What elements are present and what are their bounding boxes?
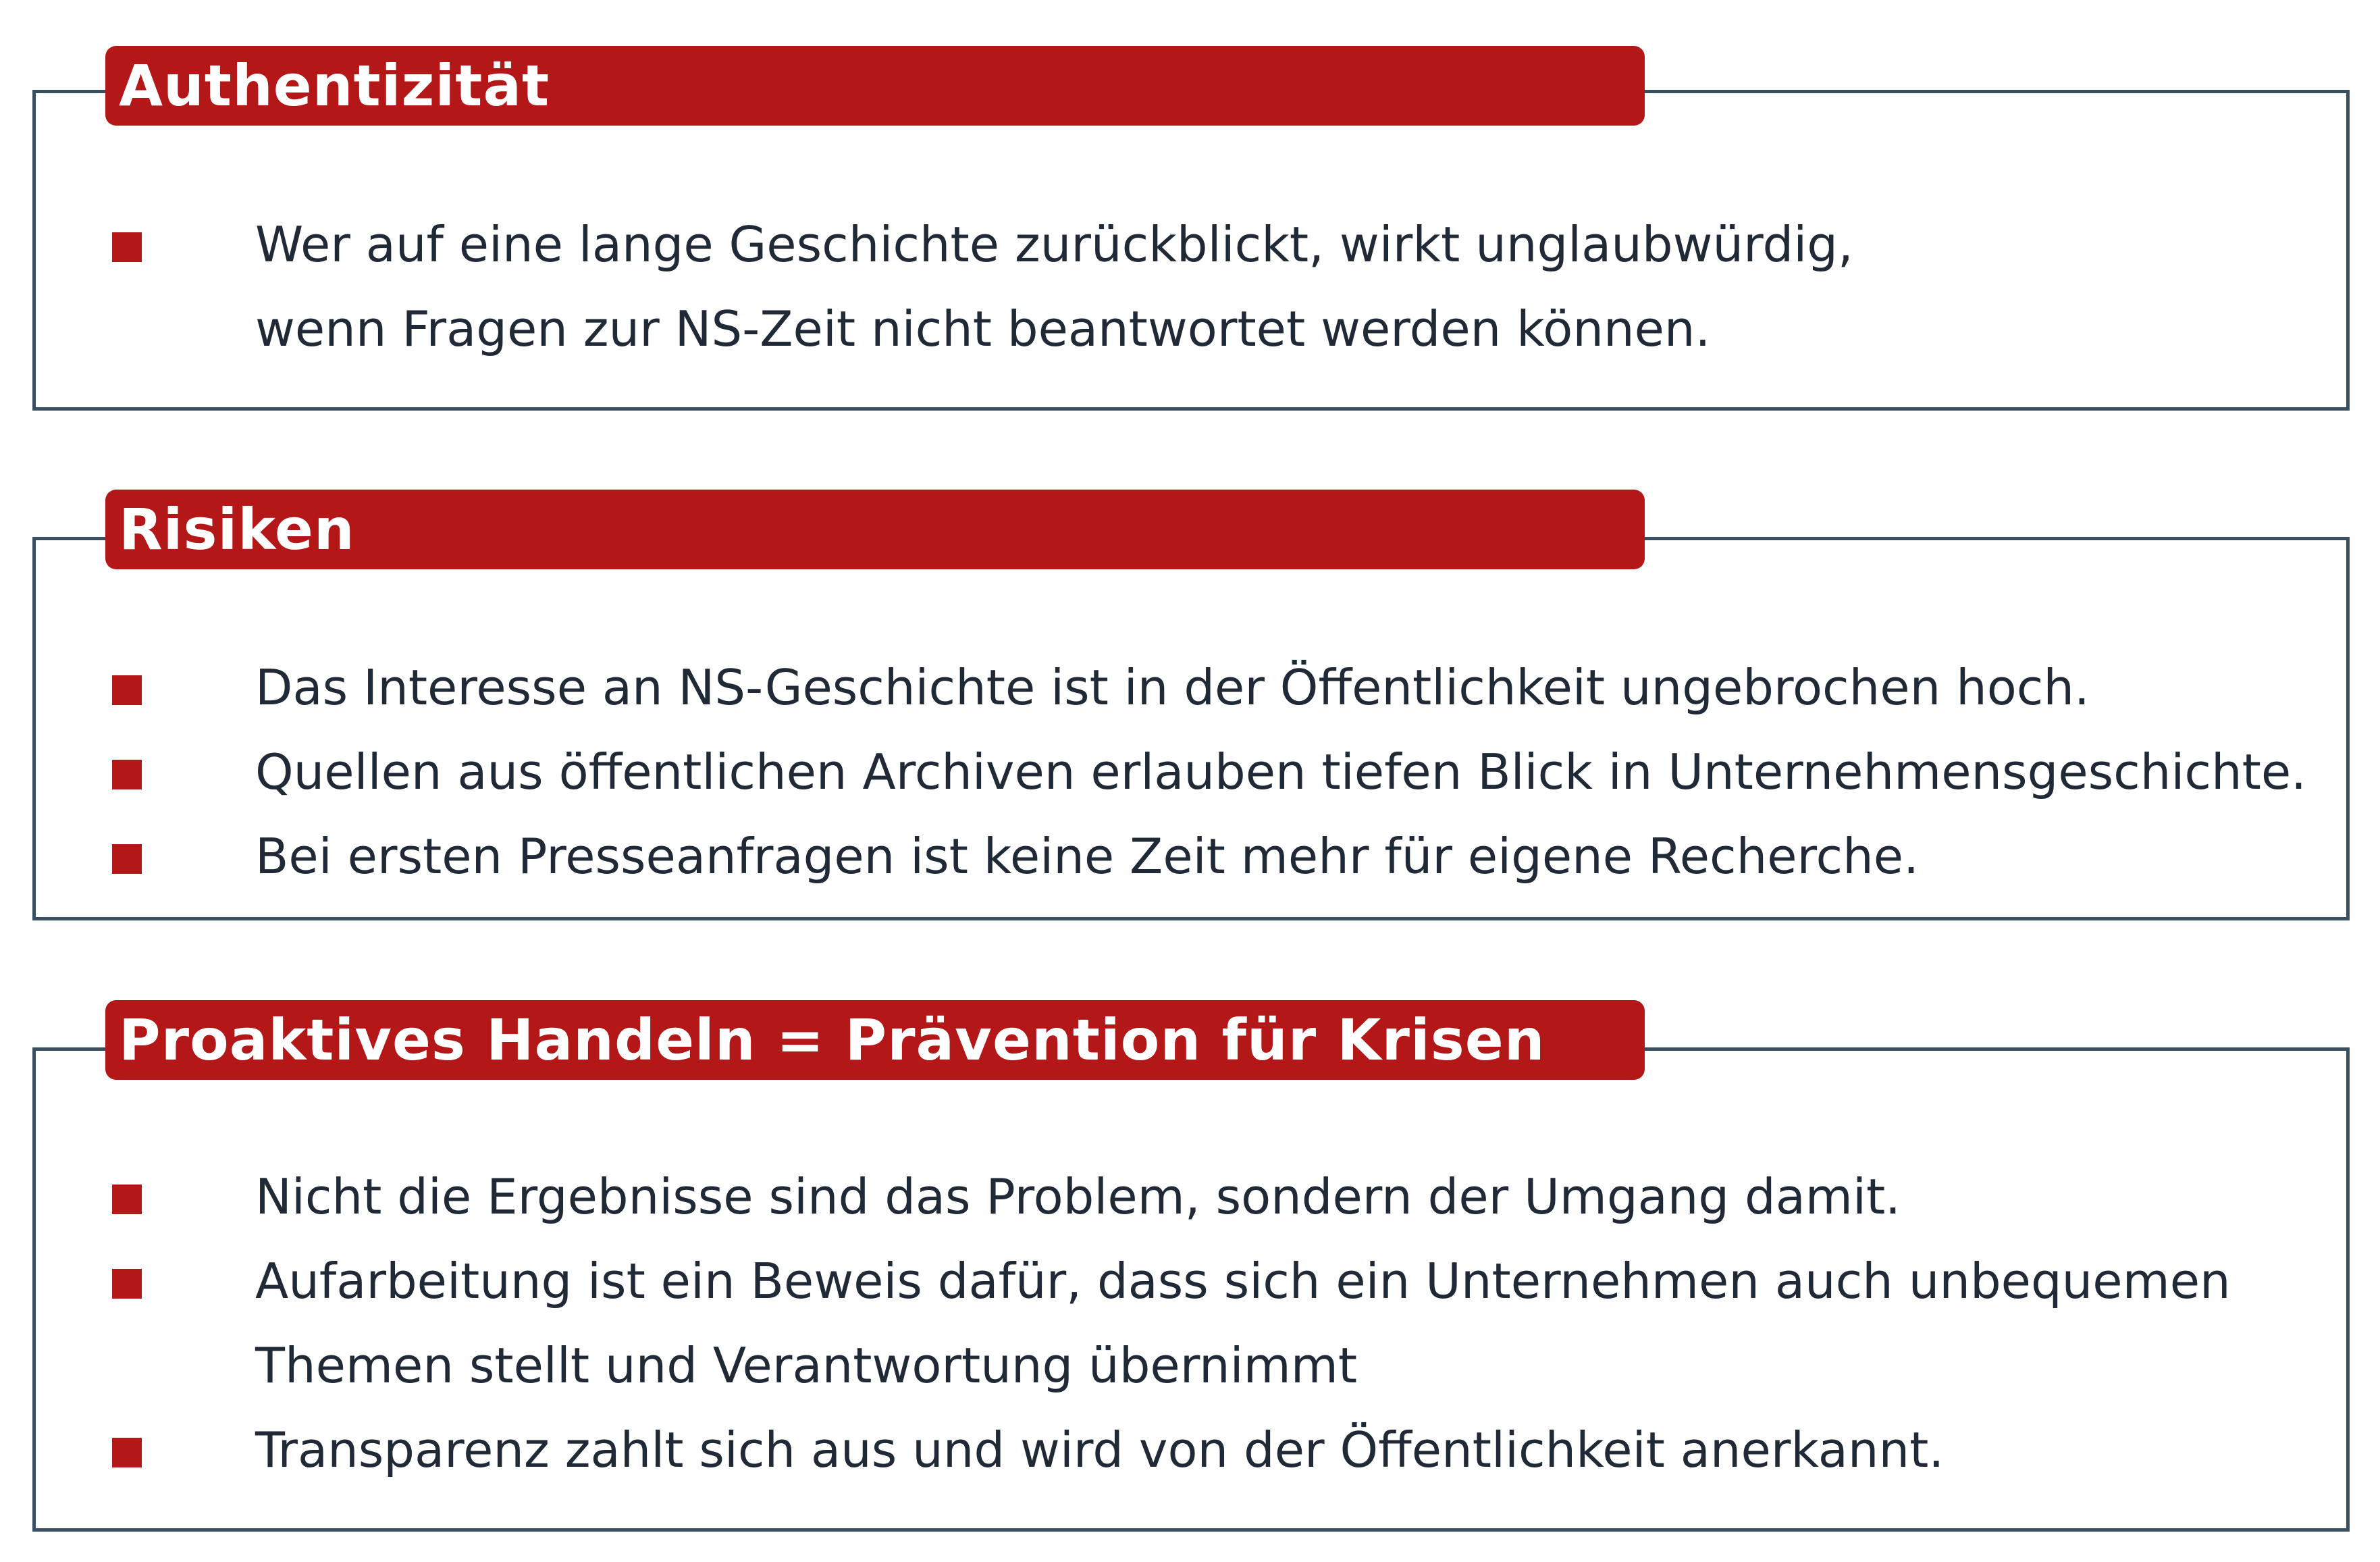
list-item	[32, 1408, 2350, 1492]
list-item-continuation	[32, 1324, 2350, 1408]
list-item-line: Transparenz zahlt sich aus und wird von der Öffentlichkeit anerkannt.	[255, 1422, 1945, 1478]
list-item-line: Themen stellt und Verantwortung übernimmt	[255, 1337, 1358, 1394]
square-bullet-icon	[112, 760, 142, 789]
list-item-continuation	[32, 287, 2350, 371]
list-item-line: wenn Fragen zur NS-Zeit nicht beantwortet werden können.	[255, 301, 1711, 357]
list-item-line: Bei ersten Presseanfragen ist keine Zeit mehr für eigene Recherche.	[255, 828, 1919, 885]
section-risiken	[32, 490, 2350, 920]
bullet-list	[32, 203, 2350, 371]
list-item-line: Das Interesse an NS-Geschichte ist in der Öffentlichkeit ungebrochen hoch.	[255, 659, 2090, 716]
square-bullet-icon	[112, 1269, 142, 1299]
section-title: Proaktives Handeln = Prävention für Krisen	[105, 1000, 1645, 1080]
list-item	[32, 1155, 2350, 1239]
list-item	[32, 203, 2350, 287]
section-title: Authentizität	[105, 46, 1645, 126]
bullet-list	[32, 1155, 2350, 1492]
square-bullet-icon	[112, 675, 142, 705]
list-item	[32, 646, 2350, 730]
section-proaktives-handeln	[32, 1000, 2350, 1532]
list-item	[32, 814, 2350, 899]
list-item-line: Nicht die Ergebnisse sind das Problem, sondern der Umgang damit.	[255, 1168, 1901, 1225]
bullet-list	[32, 646, 2350, 899]
list-item-line: Wer auf eine lange Geschichte zurückblickt, wirkt unglaubwürdig,	[255, 216, 1853, 273]
list-item-line: Aufarbeitung ist ein Beweis dafür, dass sich ein Unternehmen auch unbequemen	[255, 1253, 2231, 1309]
section-title: Risiken	[105, 490, 1645, 569]
list-item	[32, 1239, 2350, 1324]
list-item	[32, 730, 2350, 814]
list-item-line: Quellen aus öffentlichen Archiven erlauben tiefen Blick in Unternehmensgeschichte.	[255, 744, 2307, 800]
section-authentizitaet	[32, 46, 2350, 411]
square-bullet-icon	[112, 844, 142, 874]
square-bullet-icon	[112, 1438, 142, 1467]
square-bullet-icon	[112, 232, 142, 262]
square-bullet-icon	[112, 1184, 142, 1214]
